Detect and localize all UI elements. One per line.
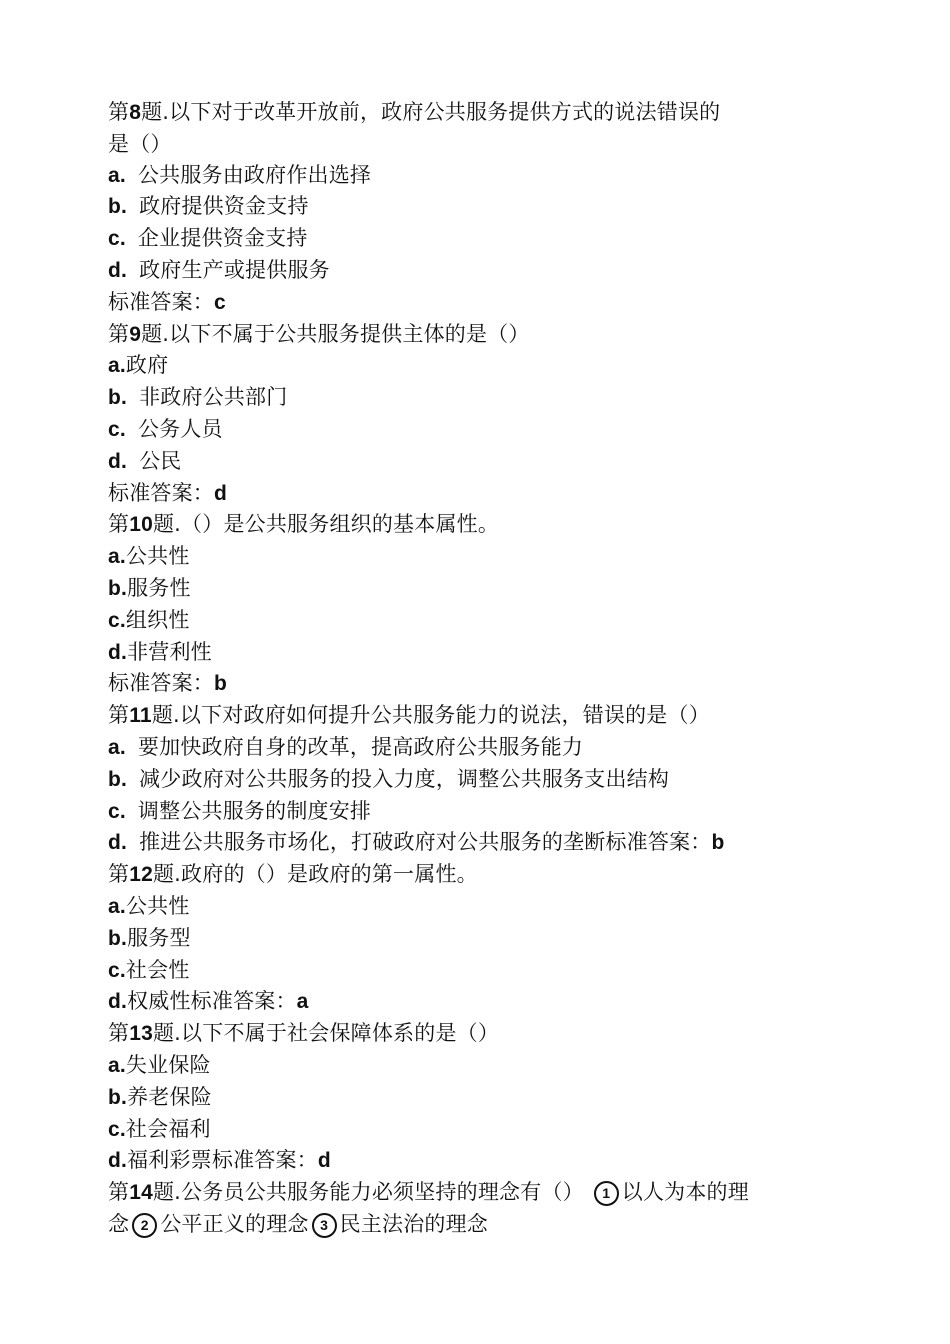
text-segment: 社会性 [125, 957, 190, 982]
text-segment: b. [108, 1085, 128, 1109]
text-segment: 失业保险 [125, 1052, 211, 1077]
question-number: 11 [129, 704, 152, 728]
option-a [108, 1050, 848, 1082]
text-segment: 题. [152, 862, 182, 887]
text-segment: 政府提供资金支持 [139, 194, 309, 219]
text-segment: a. [108, 735, 126, 759]
text-segment: 非政府公共部门 [139, 385, 288, 410]
text-segment: c. [108, 1117, 126, 1141]
circled-number-2: 2 [132, 1213, 157, 1238]
text-segment: d. [108, 1149, 128, 1173]
answer-line [108, 287, 848, 319]
text-segment: 公民 [139, 448, 182, 473]
document-page [108, 97, 848, 1240]
text-segment: 非营利性 [127, 639, 212, 664]
text-segment: 标准答案： [108, 289, 214, 314]
option-c [108, 223, 848, 255]
answer-line [108, 478, 848, 510]
option-a [108, 891, 848, 923]
text-segment: 题. [141, 321, 170, 346]
text-segment: c. [108, 799, 126, 823]
text-segment: 企业提供资金支持 [137, 226, 308, 251]
text-segment: 标准答案： [108, 671, 214, 696]
text-segment: c. [108, 608, 126, 632]
text-segment: 题. [152, 1180, 182, 1205]
text-segment: （）是公共服务组织的基本属性。 [181, 512, 500, 537]
text-segment: 题. [141, 100, 170, 124]
text-segment: d. [108, 990, 128, 1014]
text-segment: a. [108, 894, 126, 918]
question-number: 14 [129, 1181, 153, 1205]
answer-value: c [214, 290, 226, 314]
text-segment: b. [108, 386, 128, 410]
text-segment: 服务性 [127, 575, 191, 600]
text-segment: d. [108, 449, 128, 473]
text-segment: b. [108, 576, 128, 600]
text-segment: 以下不属于公共服务提供主体的是（） [169, 321, 530, 346]
question-8-title [108, 97, 848, 129]
text-segment: 政府的（）是政府的第一属性。 [181, 862, 478, 887]
question-12-title [108, 859, 848, 891]
text-segment: 服务型 [127, 925, 191, 950]
option-b [108, 573, 848, 605]
option-b [108, 191, 848, 223]
text-segment: d. [108, 640, 128, 664]
text-segment: a. [108, 545, 126, 569]
answer-value: d [317, 1149, 331, 1173]
text-segment: 第 [108, 512, 130, 537]
text-segment: 公共性 [125, 893, 190, 918]
text-segment: 以下对于改革开放前，政府公共服务提供方式的说法错误的 [169, 100, 721, 124]
option-c [108, 605, 848, 637]
text-segment: 念 [108, 1211, 130, 1236]
text-segment: 社会福利 [125, 1116, 211, 1141]
text-segment: 第 [108, 321, 130, 346]
text-segment: 调整公共服务的制度安排 [137, 798, 372, 823]
option-d [108, 1145, 848, 1177]
text-segment: 题. [151, 703, 180, 728]
question-number: 12 [129, 863, 153, 887]
text-segment: 第 [108, 1021, 130, 1046]
text-segment: 福利彩票 [127, 1148, 212, 1173]
answer-value: d [214, 481, 228, 505]
question-13-title [108, 1018, 848, 1050]
option-d [108, 637, 848, 669]
circled-number-1: 1 [594, 1181, 619, 1206]
text-segment: 以下不属于社会保障体系的是（） [181, 1021, 500, 1046]
text-segment: a. [108, 354, 126, 378]
text-segment: 养老保险 [127, 1084, 212, 1109]
text-segment: 要加快政府自身的改革，提高政府公共服务能力 [137, 734, 584, 759]
text-segment: 第 [108, 703, 130, 728]
option-b [108, 1082, 848, 1114]
text-segment: 公平正义的理念 [160, 1211, 309, 1236]
question-number: 8 [129, 101, 142, 124]
option-a [108, 350, 848, 382]
text-segment: c. [108, 417, 126, 441]
option-c [108, 955, 848, 987]
option-c [108, 796, 848, 828]
question-number: 13 [129, 1022, 153, 1046]
text-segment: 公共性 [125, 544, 190, 569]
option-d [108, 255, 848, 287]
text-segment: 标准答案： [108, 480, 214, 505]
text-segment: c. [108, 958, 126, 982]
text-segment: b. [108, 195, 128, 219]
question-number: 9 [129, 322, 142, 346]
question-11-title [108, 700, 848, 732]
text-segment: b. [108, 767, 128, 791]
answer-value: a [296, 990, 309, 1014]
question-8-title-cont: 是（） [108, 131, 172, 156]
text-segment: a. [108, 163, 126, 187]
option-b [108, 764, 848, 796]
question-10-title [108, 509, 848, 541]
text-segment: d. [108, 258, 128, 282]
text-segment: 权威性 [127, 989, 191, 1014]
circled-number-3: 3 [312, 1213, 337, 1238]
option-d [108, 446, 848, 478]
option-c [108, 1114, 848, 1146]
option-c [108, 414, 848, 446]
answer-label: 标准答案： [211, 1148, 318, 1173]
text-segment: 题. [152, 512, 182, 537]
option-d [108, 986, 848, 1018]
text-segment: 组织性 [125, 607, 190, 632]
answer-value: b [711, 831, 725, 855]
text-segment: 第 [108, 100, 130, 124]
text-segment: 政府 [125, 353, 169, 378]
question-14-title [108, 1177, 848, 1209]
text-segment: 公共服务由政府作出选择 [137, 162, 372, 187]
question-9-title [108, 319, 848, 351]
option-a [108, 160, 848, 192]
text-segment: d. [108, 831, 128, 855]
answer-value: b [214, 672, 228, 696]
text-segment: 以下对政府如何提升公共服务能力的说法，错误的是（） [179, 703, 710, 728]
answer-label: 标准答案： [190, 989, 297, 1014]
text-segment: 题. [152, 1021, 182, 1046]
text-segment: a. [108, 1053, 126, 1077]
option-d [108, 827, 848, 859]
text-segment: 公务人员 [137, 416, 223, 441]
text-segment: 减少政府对公共服务的投入力度，调整公共服务支出结构 [139, 766, 670, 791]
text-segment: 推进公共服务市场化，打破政府对公共服务的垄断 [139, 830, 606, 855]
option-a [108, 541, 848, 573]
option-b [108, 923, 848, 955]
text-segment: 以人为本的理 [621, 1180, 749, 1205]
answer-line [108, 668, 848, 700]
text-segment: 第 [108, 1180, 130, 1205]
text-segment: 第 [108, 862, 130, 887]
text-segment: 公务员公共服务能力必须坚持的理念有（） [181, 1180, 584, 1205]
option-b [108, 382, 848, 414]
question-number: 10 [129, 513, 153, 537]
text-segment: b. [108, 926, 128, 950]
question-14-title-cont [108, 1209, 848, 1240]
text-segment: 民主法治的理念 [339, 1211, 489, 1236]
answer-label: 标准答案： [605, 830, 712, 855]
option-a [108, 732, 848, 764]
text-segment: c. [108, 227, 126, 251]
text-segment: 政府生产或提供服务 [139, 257, 330, 282]
